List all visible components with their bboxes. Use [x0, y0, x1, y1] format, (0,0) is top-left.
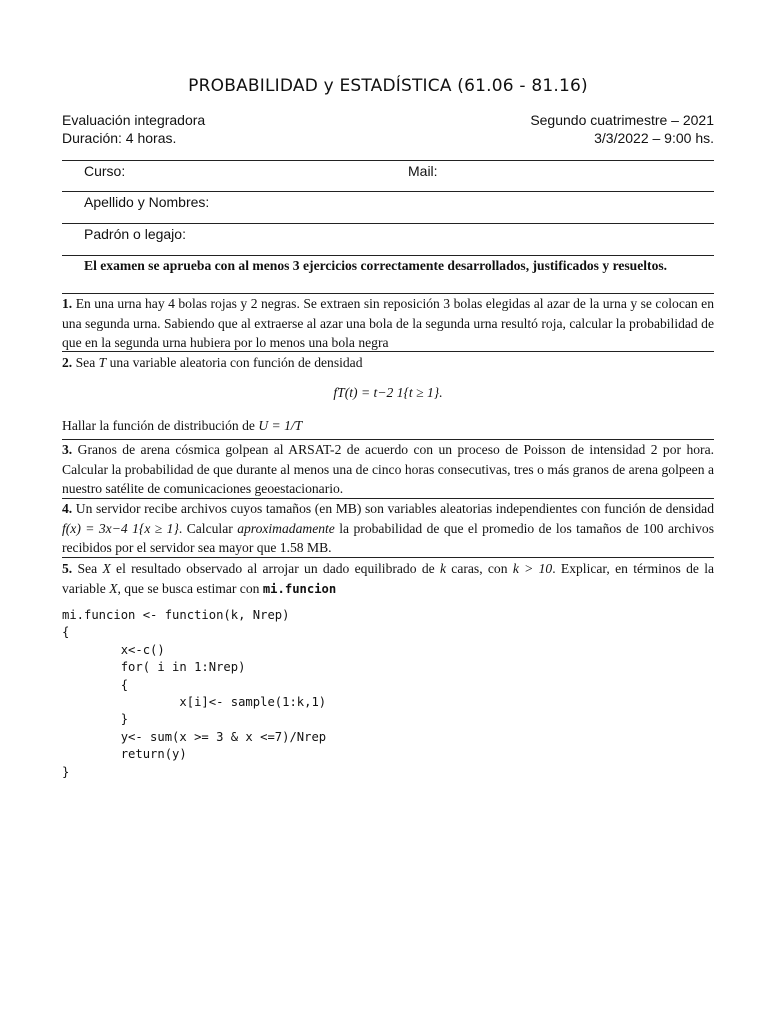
exercise-text: Sea — [77, 561, 98, 576]
variable-x: X — [102, 561, 111, 576]
header-right — [530, 111, 714, 147]
padron-label: Padrón o legajo: — [84, 226, 186, 242]
emphasis: aproximadamente — [237, 520, 335, 536]
variable-k: k — [439, 561, 446, 576]
exercise-number: 5. — [62, 561, 73, 576]
formula-text: fT(t) = t−2 1{t ≥ 1}. — [333, 385, 443, 400]
page-title: PROBABILIDAD y ESTADÍSTICA (61.06 - 81.16) — [188, 76, 588, 96]
exercise-text: el resultado observado al arrojar un dado equilibrado de — [116, 561, 435, 576]
exercise-text: . Calcular — [178, 520, 233, 536]
exercise-number: 1. — [62, 296, 73, 311]
exercise-number: 4. — [62, 501, 73, 516]
exercise-text: Un servidor recibe archivos cuyos tamaños (en MB) son variables aleatorias independientes con función de densidad — [75, 501, 714, 516]
exercise-3 — [62, 440, 714, 499]
exercise-text: caras, con — [451, 561, 508, 576]
formula-fx: f(x) = 3x−4 1{x ≥ 1} — [62, 520, 179, 536]
exercise-4 — [62, 499, 714, 558]
density-formula — [62, 383, 714, 403]
condition-k: k > 10 — [512, 561, 553, 576]
exercise-text: la probabilidad de que el promedio de los tamaños de 100 archivos recibidos por el servidor sea mayor que 1.58 MB. — [62, 520, 714, 555]
exercise-5 — [62, 559, 714, 599]
exercise-2-question — [62, 416, 714, 436]
divider — [62, 223, 714, 224]
exercise-text: Sea — [75, 355, 96, 370]
exercise-text: Granos de arena cósmica golpean al ARSAT-2 de acuerdo con un proceso de Poisson de intensidad 2 por hora. Calcular la probabilidad de que durante al menos una de cinco horas consecutivas, tres o más granos de arena golpeen a nuestro satélite de comunicaciones geoestacionario. — [62, 442, 714, 496]
exercise-text: . Explicar, en términos de la variable — [62, 561, 715, 596]
exercise-text: Hallar la función de distribución de — [62, 418, 255, 433]
formula-u: U = 1/T — [258, 418, 303, 433]
variable-x: X — [109, 580, 118, 596]
exam-duration: Duración: 4 horas. — [62, 130, 177, 146]
code-block: mi.funcion <- function(k, Nrep) { x<-c() for( i in 1:Nrep) { x[i]<- sample(1:k,1) } y<- sum(x >= 3 & x <=7)/Nrep return(y) } — [62, 608, 327, 779]
approval-notice: El examen se aprueba con al menos 3 ejercicios correctamente desarrollados, justificados y resueltos. — [84, 258, 668, 273]
function-name: mi.funcion — [262, 581, 337, 596]
curso-label: Curso: — [84, 163, 126, 179]
header-left — [62, 111, 205, 147]
variable-t: T — [98, 355, 107, 370]
exam-type: Evaluación integradora — [62, 112, 206, 128]
exercise-number: 3. — [62, 442, 73, 457]
exercise-1 — [62, 294, 714, 353]
exam-date: 3/3/2022 – 9:00 hs. — [594, 130, 714, 146]
divider — [62, 160, 714, 161]
exercise-2 — [62, 353, 714, 373]
divider — [62, 557, 714, 558]
exercise-text: una variable aleatoria con función de densidad — [109, 355, 363, 370]
exercise-number: 2. — [62, 355, 73, 370]
divider — [62, 191, 714, 192]
apellido-label: Apellido y Nombres: — [84, 194, 210, 210]
exercise-text: , que se busca estimar con — [117, 580, 260, 596]
term: Segundo cuatrimestre – 2021 — [530, 112, 714, 128]
exercise-text: En una urna hay 4 bolas rojas y 2 negras. Se extraen sin reposición 3 bolas elegidas al azar de la urna y se colocan en una segunda urna. Sabiendo que al extraerse al azar una bola de la segunda urna resultó roja, calcular la probabilidad de que en la segunda urna hubiera por lo menos una bola negra — [62, 296, 714, 350]
mail-label: Mail: — [408, 163, 438, 179]
divider — [62, 351, 714, 352]
